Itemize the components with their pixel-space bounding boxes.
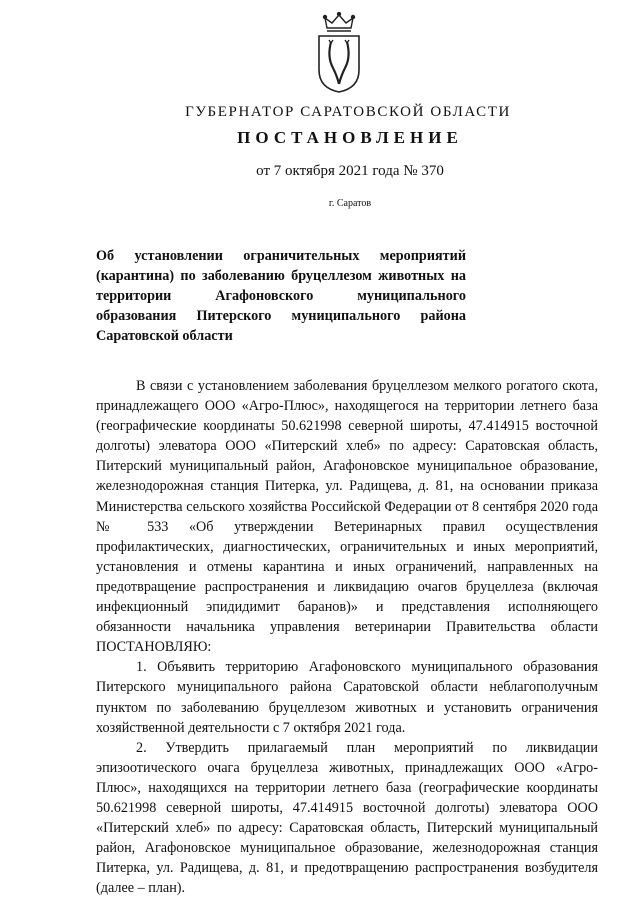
document-city: г. Саратов [328, 198, 372, 209]
coat-of-arms-icon [313, 12, 365, 94]
document-subject: Об установлении ограничительных мероприятий (карантина) по заболеванию бруцеллезом животных на территории Агафоновского муниципального образования Питерского муниципального района Саратовской области [96, 248, 466, 344]
document-date-number: от 7 октября 2021 года № 370 [256, 163, 444, 179]
document-body [96, 376, 598, 898]
clause-2-paragraph: 2. Утвердить прилагаемый план мероприятий по ликвидации эпизоотического очага бруцеллеза животных, принадлежащих ООО «Агро-Плюс», находящихся на территории летнего база (географические координаты 50.621998 северной широты, 47.414915 восточной долготы) элеватора ООО «Питерский хлеб» по адресу: Саратовская область, Питерский муниципальный район, Агафоновское муниципальное образование, железнодорожная станция Питерка, ул. Радищева, д. 81, и предотвращению распространения возбудителя (далее – план). [96, 739, 598, 897]
issuing-authority: ГУБЕРНАТОР САРАТОВСКОЙ ОБЛАСТИ [185, 104, 511, 120]
clause-1-paragraph: 1. Объявить территорию Агафоновского муниципального образования Питерского муниципального района Саратовской области неблагополучным пунктом по заболеванию бруцеллезом животных и установить ограничения хозяйственной деятельности с 7 октября 2021 года. [96, 659, 598, 736]
preamble-paragraph: В связи с установлением заболевания бруцеллезом мелкого рогатого скота, принадлежащего ООО «Агро-Плюс», находящегося на территории летнего база (географические координаты 50.621998 северной широты, 47.414915 восточной долготы) элеватора ООО «Питерский хлеб» по адресу: Саратовская область, Питерский муниципальный район, Агафоновское муниципальное образование, железнодорожная станция Питерка, ул. Радищева, д. 81, на основании приказа Министерства сельского хозяйства Российской Федерации от 8 сентября 2020 года № 533 «Об утверждении Ветеринарных правил осуществления профилактических, диагностических, ограничительных и иных мероприятий, установления и отмены карантина и иных ограничений, направленных на предотвращение распространения и ликвидацию очагов бруцеллеза (включая инфекционный эпидидимит баранов)» и представления исполняющего обязанности начальника управления ветеринарии Правительства области ПОСТАНОВЛЯЮ: [96, 378, 598, 656]
document-title: ПОСТАНОВЛЕНИЕ [237, 128, 463, 147]
